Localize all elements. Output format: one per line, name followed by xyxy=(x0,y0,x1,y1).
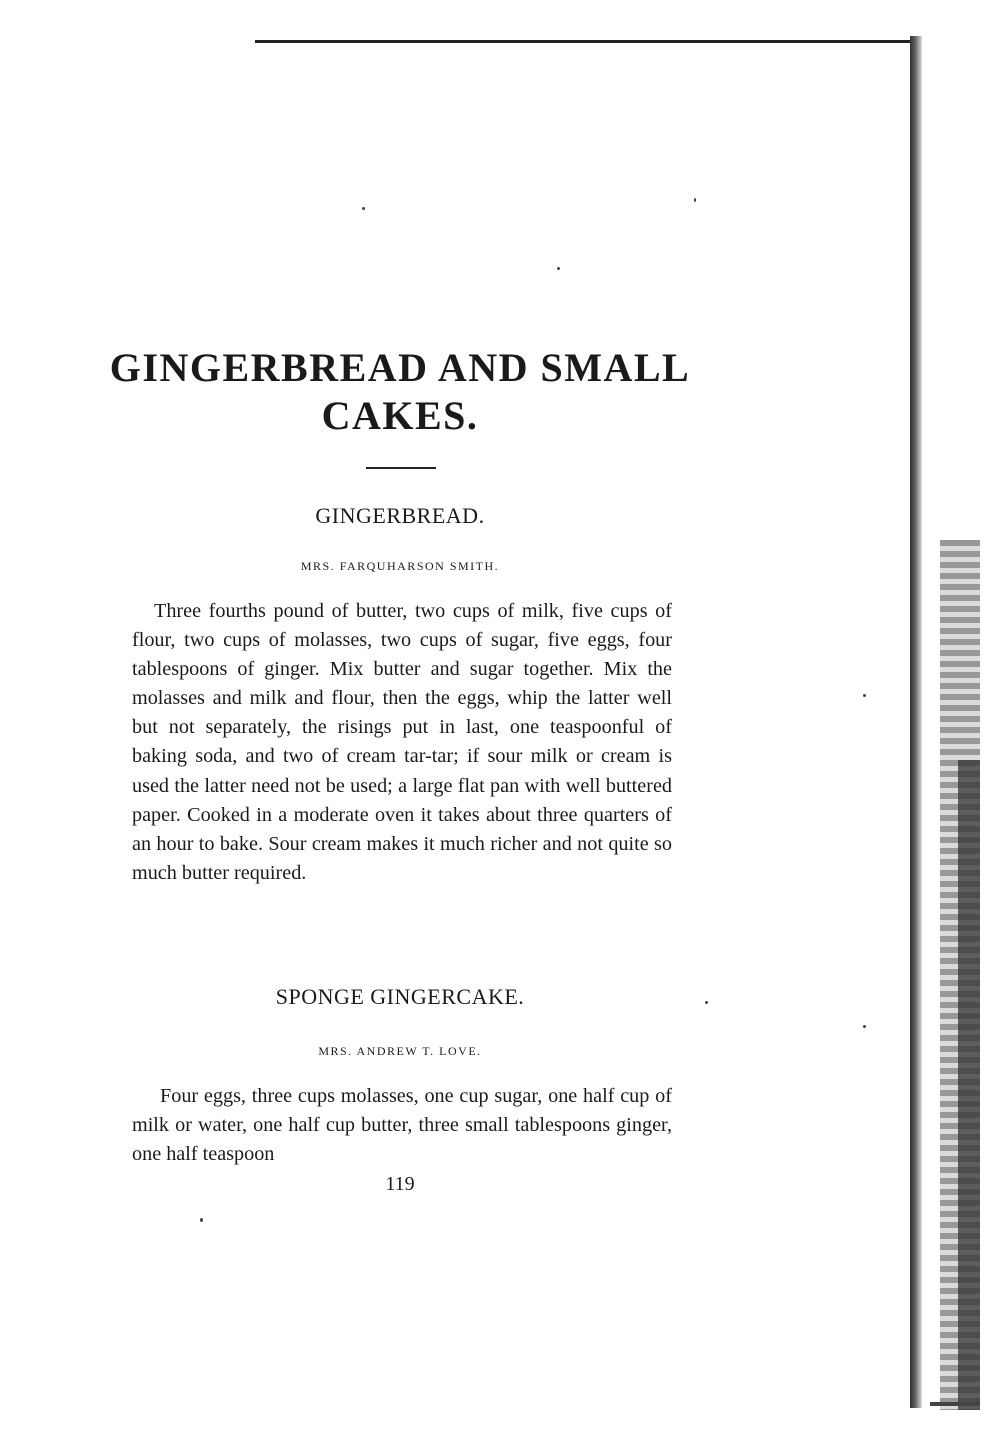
page-number: 119 xyxy=(385,1173,415,1195)
ink-speck xyxy=(863,694,866,697)
recipe-title: SPONGE GINGERCAKE. xyxy=(275,984,525,1009)
ink-speck xyxy=(200,1218,203,1222)
ink-speck xyxy=(557,267,560,270)
ink-speck xyxy=(863,1025,866,1028)
chapter-title-rule xyxy=(366,467,436,469)
recipe-author: MRS. ANDREW T. LOVE. xyxy=(318,1044,482,1058)
recipe-text: Three fourths pound of butter, two cups of milk, five cups of flour, two cups of molasses, two cups of sugar, five eggs, four tablespoons of ginger. Mix butter and sugar together. Mix the molasses and milk and flour, then the eggs, whip the latter well but not separately, the risings put in last, one teaspoonful of baking soda, and two of cream tar-tar; if sour milk or cream is used the latter need not be used; a large flat pan with well buttered paper. Cooked in a moderate oven it takes about three quarters of an hour to bake. Sour cream makes it much richer and not quite so much butter required. xyxy=(132,600,672,884)
chapter-title xyxy=(60,344,740,440)
recipe-text: Four eggs, three cups molasses, one cup sugar, one half cup of milk or water, one half cup butter, three small tablespoons ginger, one half teaspoon xyxy=(132,1085,672,1166)
ink-speck xyxy=(705,1001,708,1004)
top-page-rule xyxy=(255,40,910,43)
chapter-title-line-1: GINGERBREAD AND SMALL xyxy=(109,345,691,390)
page-binding-edge xyxy=(910,36,922,1408)
recipe-title: GINGERBREAD. xyxy=(315,503,485,528)
page-binding-dark-strip xyxy=(958,760,980,1410)
ink-speck xyxy=(694,198,696,202)
recipe-author: MRS. FARQUHARSON SMITH. xyxy=(300,559,500,573)
ink-speck xyxy=(362,207,365,210)
chapter-title-line-2: CAKES. xyxy=(321,393,479,438)
bottom-corner-mark xyxy=(930,1402,980,1406)
